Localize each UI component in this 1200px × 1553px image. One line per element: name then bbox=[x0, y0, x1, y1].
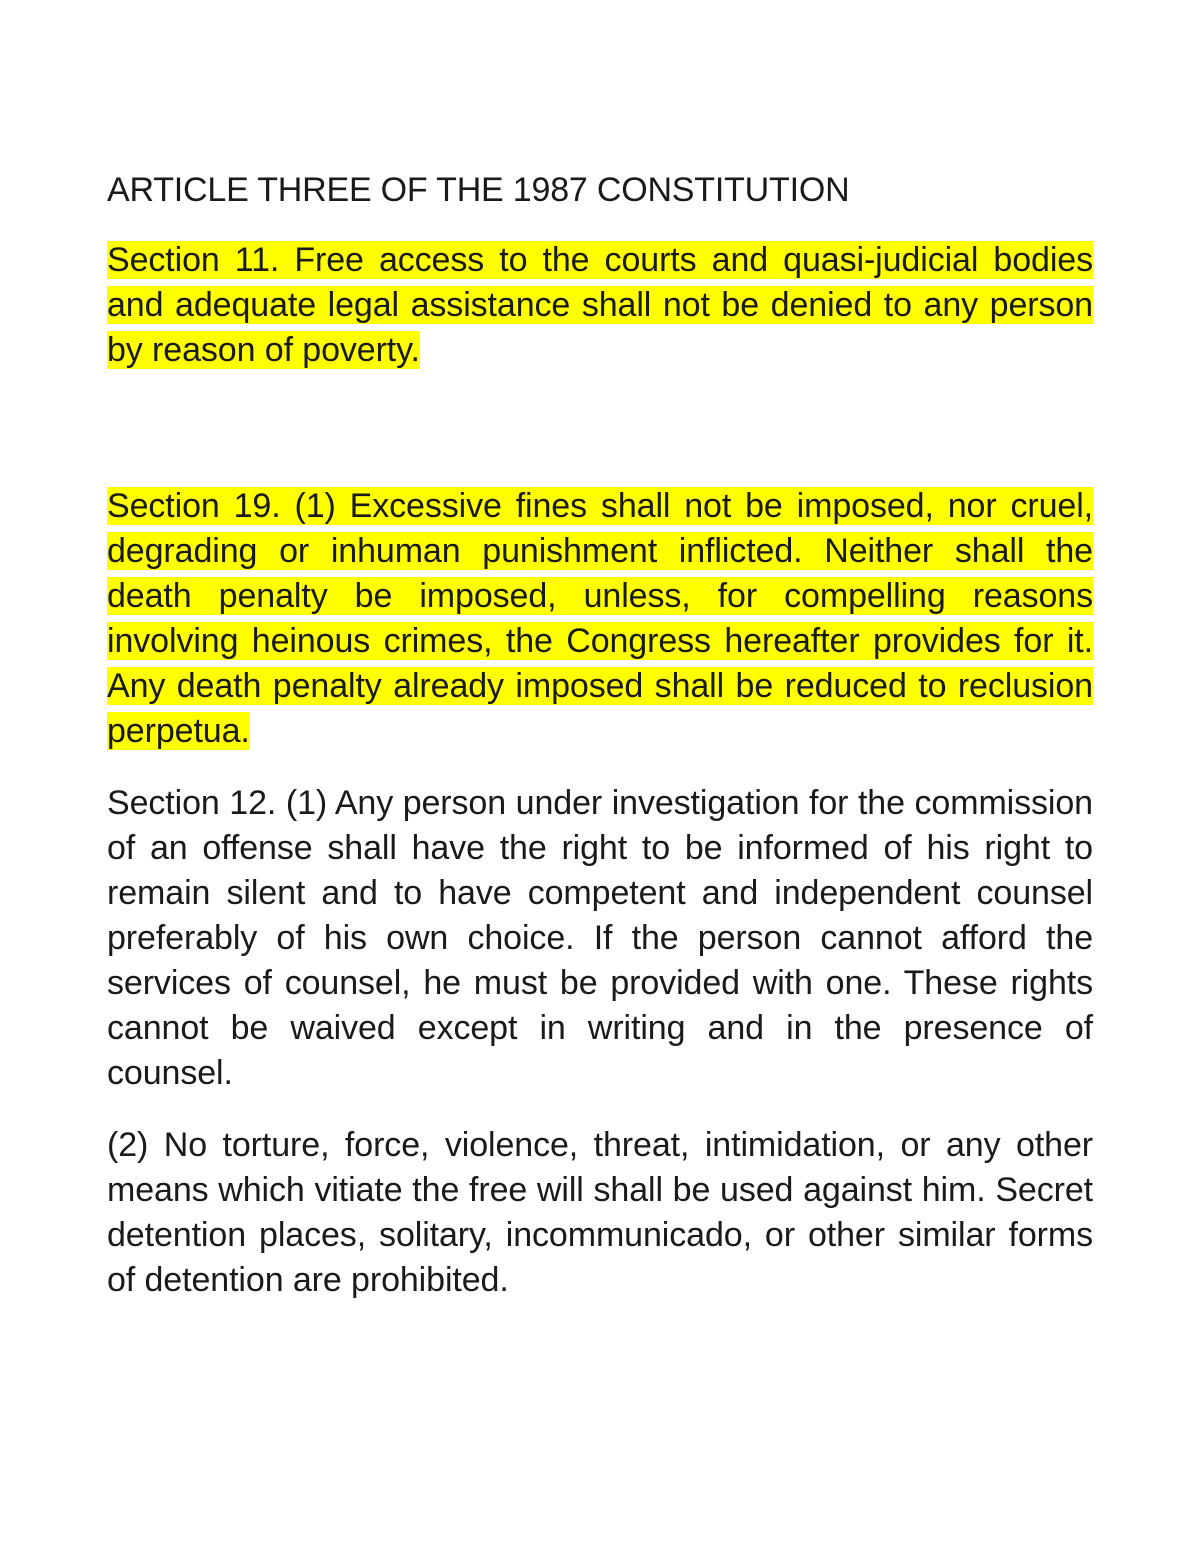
section-19-paragraph bbox=[107, 484, 1093, 754]
paragraph-spacer bbox=[107, 1096, 1093, 1123]
paragraph-spacer bbox=[107, 754, 1093, 781]
section-11-paragraph bbox=[107, 238, 1093, 373]
section-19-highlighted-text: Section 19. (1) Excessive fines shall not be imposed, nor cruel, degrading or inhuman punishment inflicted. Neither shall the death penalty be imposed, unless, for compelling reasons involving heinous crimes, the Congress hereafter provides for it. Any death penalty already imposed shall be reduced to reclusion perpetua. bbox=[107, 487, 1093, 750]
section-12-subparagraph-2: (2) No torture, force, violence, threat, intimidation, or any other means which vitiate the free will shall be used against him. Secret detention places, solitary, incommunicado, or other similar forms of detention are prohibited. bbox=[107, 1126, 1093, 1299]
document-body bbox=[107, 168, 1093, 1303]
section-12-paragraph: Section 12. (1) Any person under investigation for the commission of an offense shall have the right to be informed of his right to remain silent and to have competent and independent counsel preferably of his own choice. If the person cannot afford the services of counsel, he must be provided with one. These rights cannot be waived except in writing and in the presence of counsel. bbox=[107, 784, 1093, 1092]
section-11-highlighted-text: Section 11. Free access to the courts and quasi-judicial bodies and adequate legal assistance shall not be denied to any person by reason of poverty. bbox=[107, 241, 1093, 369]
paragraph-spacer bbox=[107, 373, 1093, 484]
document-title: ARTICLE THREE OF THE 1987 CONSTITUTION bbox=[107, 171, 850, 209]
